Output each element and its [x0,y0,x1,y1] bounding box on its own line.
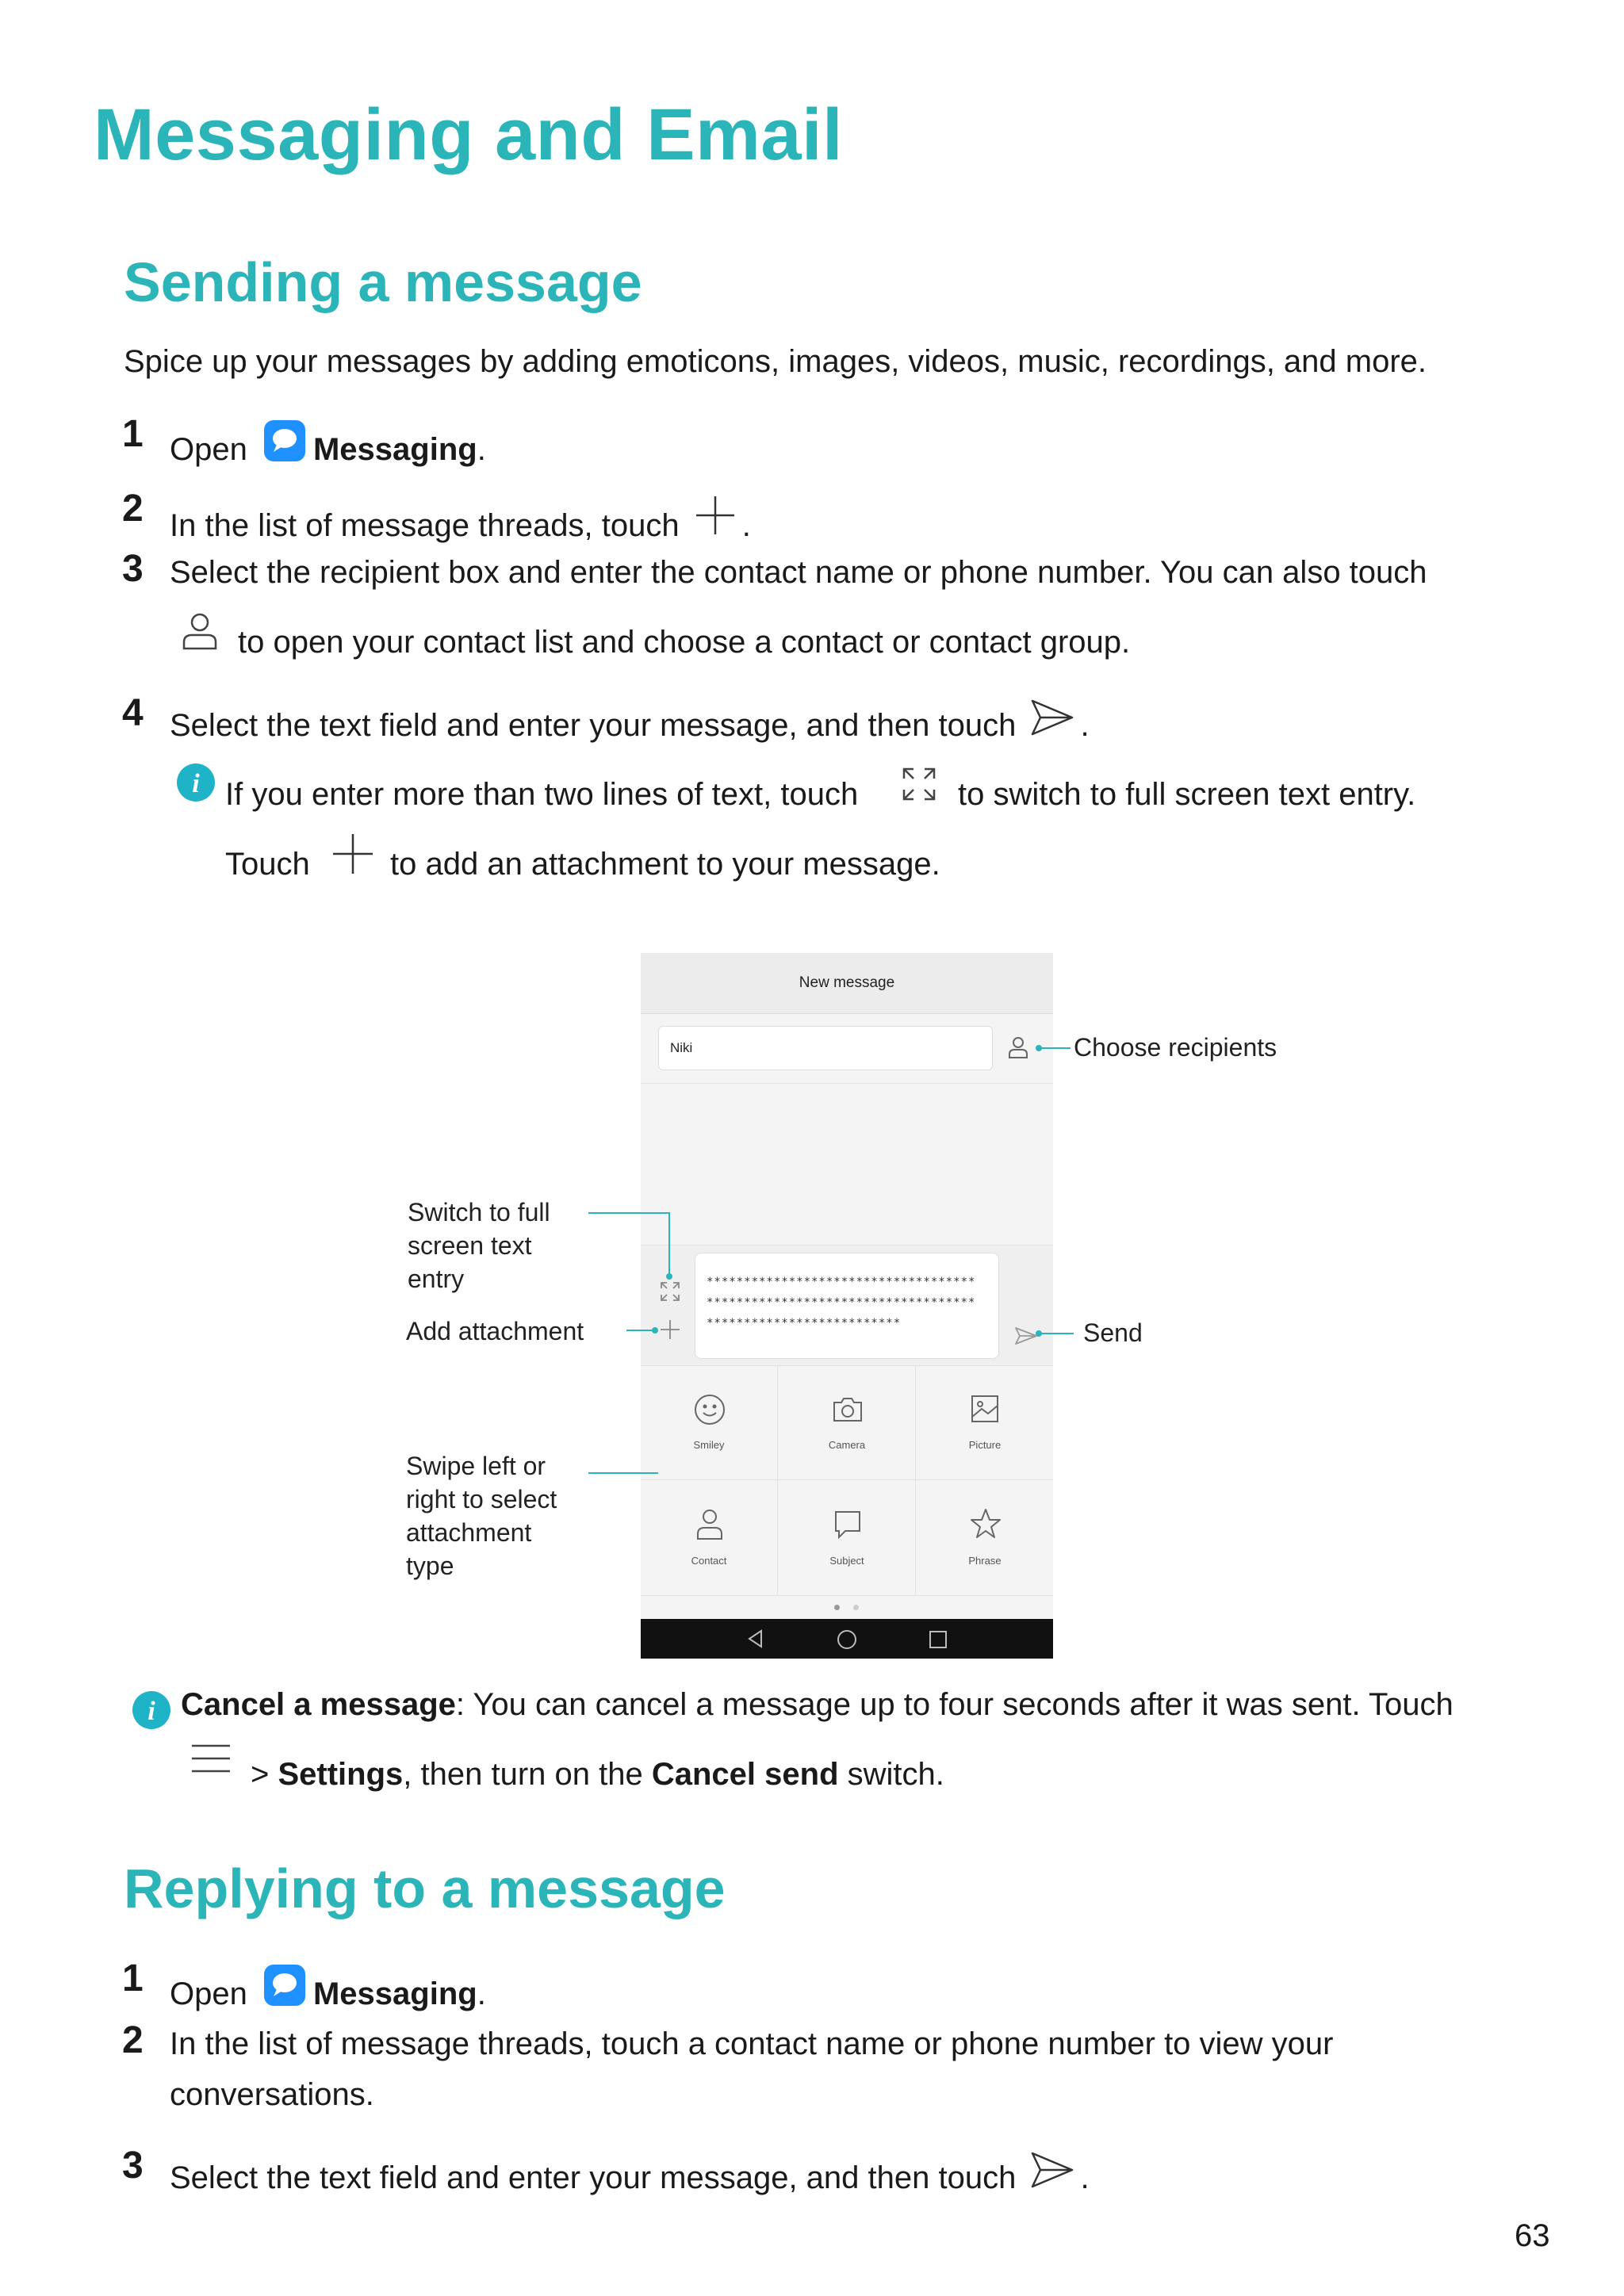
step-3-line-2: to open your contact list and choose a contact or contact group. [238,625,1131,660]
section-heading-replying: Replying to a message [124,1858,726,1919]
step-4-text: Select the text field and enter your message, and then touch . [170,698,1090,744]
tip-1-part-2: to switch to full screen text entry. [958,777,1416,812]
step-number: 2 [122,2019,144,2061]
recipient-value: Niki [670,1040,693,1055]
step-3-line-1: Select the recipient box and enter the contact name or phone number. You can also touch [170,555,1427,590]
message-line: ************************************ [707,1276,976,1288]
annotation-swipe: Swipe left or right to select attachment type [406,1452,557,1580]
message-line: ************************************ [707,1296,976,1309]
step-number: 3 [122,2145,144,2187]
step-1-text: Open Messaging. [170,419,486,469]
svg-text:i: i [147,1697,155,1726]
page-number: 63 [1515,2218,1550,2253]
reply-step-2-line-2: conversations. [170,2077,374,2112]
step-number: 1 [122,413,144,455]
attachment-label: Subject [829,1555,864,1567]
info-icon [132,1690,171,1730]
tip-2-part-2: to add an attachment to your message. [390,847,940,882]
page-title: Messaging and Email [94,94,844,175]
step-1-prefix: Open [170,432,247,467]
svg-text:i: i [192,769,200,798]
tip-1-part-1: If you enter more than two lines of text, touch [225,777,859,812]
reply-step-2-line-1: In the list of message threads, touch a contact name or phone number to view your [170,2026,1334,2061]
annotation-choose-recipients: Choose recipients [1074,1033,1277,1062]
attachment-label: Smiley [693,1439,725,1451]
reply-step-3-text: Select the text field and enter your message, and then touch . [170,2150,1090,2197]
step-number: 4 [122,692,144,734]
cancel-tip-line-2: > Settings, then turn on the Cancel send switch. [251,1757,944,1792]
attachment-label: Camera [828,1439,866,1451]
step-number: 3 [122,548,144,590]
attachment-label: Contact [691,1555,727,1567]
annotation-switch-full: Switch to full screen text entry [408,1198,550,1293]
attachment-label: Phrase [968,1555,1002,1567]
step-1-app: Messaging [312,432,477,467]
step-number: 1 [122,1957,144,1999]
reply-step-1-text: Open Messaging. [170,1963,486,2013]
step-2-text: In the list of message threads, touch . [170,493,751,545]
messaging-app-icon [262,1963,307,2007]
attachment-label: Picture [968,1439,1002,1451]
send-icon [1029,2150,1075,2190]
message-line: ************************** [707,1317,902,1330]
annotation-add-attachment: Add attachment [406,1317,584,1345]
tip-2-part-1: Touch [225,847,310,882]
sending-intro: Spice up your messages by adding emoticons, images, videos, music, recordings, and more. [124,344,1427,379]
annotation-send: Send [1083,1318,1143,1347]
screen-header-title: New message [799,974,895,991]
menu-icon [189,1741,233,1776]
cancel-tip-line-1: Cancel a message: You can cancel a message up to four seconds after it was sent. Touch [181,1687,1454,1722]
step-number: 2 [122,488,144,530]
section-heading-sending: Sending a message [124,251,642,313]
